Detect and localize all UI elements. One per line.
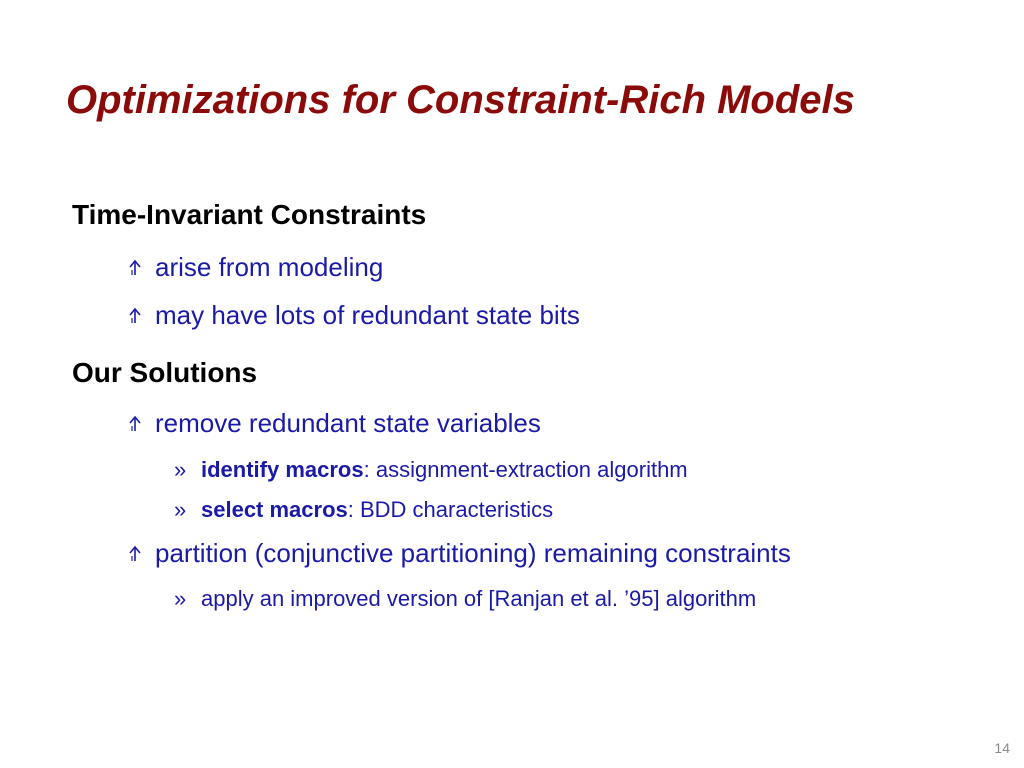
bullet-arise-from-modeling bbox=[128, 252, 383, 283]
sub-bullet-marker: » bbox=[174, 586, 187, 611]
sub-bullet-bold: select macros bbox=[201, 497, 348, 522]
sub-bullet-text: : BDD characteristics bbox=[347, 497, 554, 522]
sub-bullet-text: : assignment-extraction algorithm bbox=[363, 457, 688, 482]
up-arrow-icon bbox=[128, 545, 142, 563]
bullet-text: arise from modeling bbox=[155, 252, 384, 282]
up-arrow-icon bbox=[128, 259, 142, 277]
sub-bullet-identify-macros bbox=[174, 457, 688, 483]
sub-bullet-text: apply an improved version of [Ranjan et al. ’95] algorithm bbox=[201, 586, 757, 611]
sub-bullet-marker: » bbox=[174, 497, 187, 522]
section-heading-time-invariant: Time-Invariant Constraints bbox=[72, 199, 427, 230]
bullet-remove-redundant-state-variables bbox=[128, 408, 541, 439]
sub-bullet-marker: » bbox=[174, 457, 187, 482]
slide-title: Optimizations for Constraint-Rich Models bbox=[66, 78, 855, 122]
up-arrow-icon bbox=[128, 415, 142, 433]
up-arrow-icon bbox=[128, 307, 142, 325]
section-heading-our-solutions: Our Solutions bbox=[72, 357, 258, 388]
sub-bullet-ranjan-algorithm bbox=[174, 586, 756, 612]
bullet-partition-constraints bbox=[128, 538, 791, 569]
sub-bullet-bold: identify macros bbox=[201, 457, 364, 482]
bullet-redundant-state-bits bbox=[128, 300, 580, 331]
bullet-text: may have lots of redundant state bits bbox=[155, 300, 580, 330]
page-number: 14 bbox=[994, 740, 1010, 756]
sub-bullet-select-macros bbox=[174, 497, 553, 523]
bullet-text: partition (conjunctive partitioning) remaining constraints bbox=[155, 538, 791, 568]
bullet-text: remove redundant state variables bbox=[155, 408, 541, 438]
